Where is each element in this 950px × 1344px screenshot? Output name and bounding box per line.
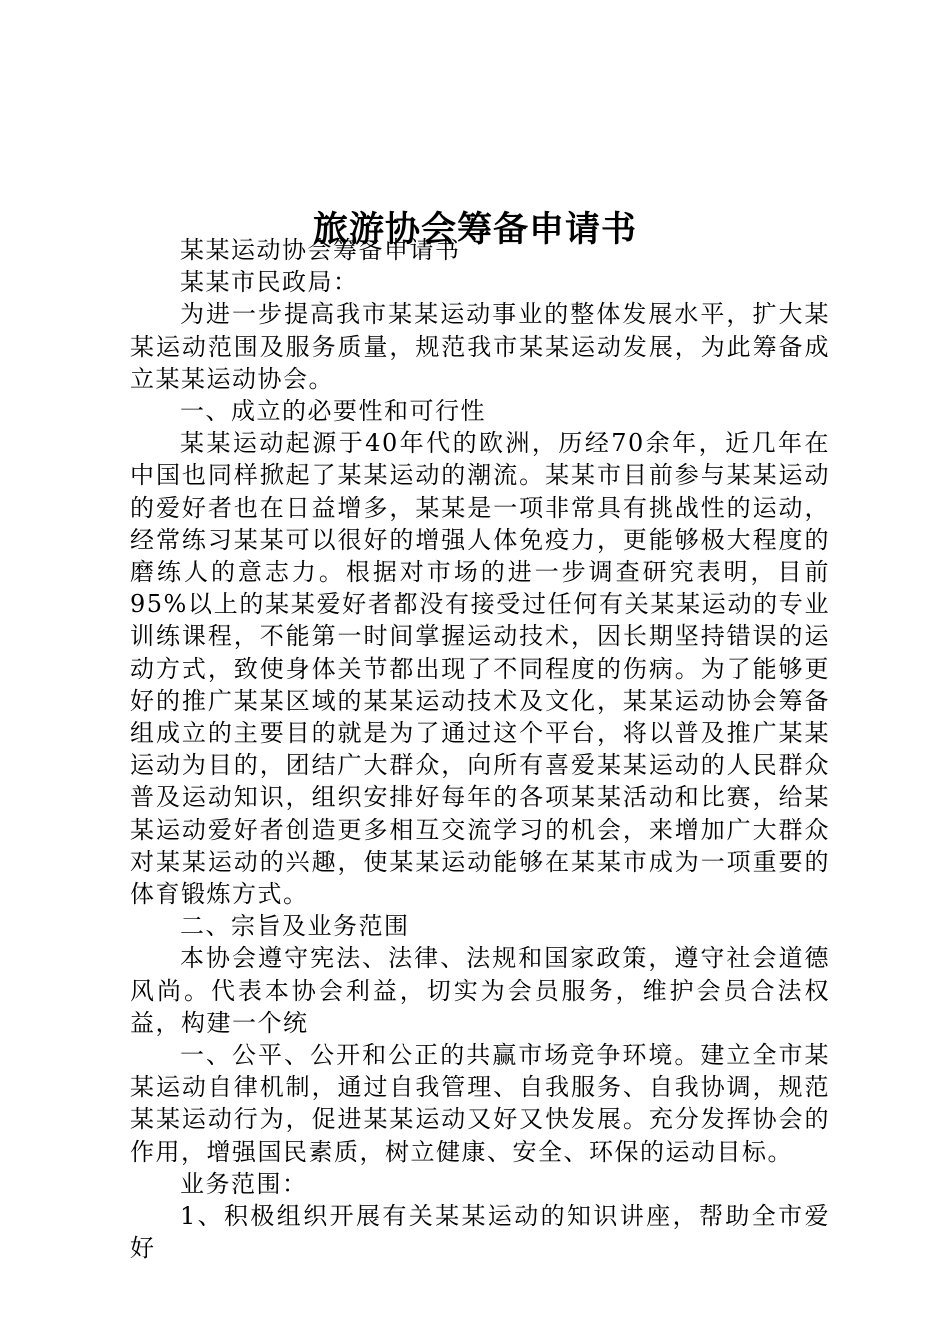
body-paragraph-purpose-cont: 一、公平、公开和公正的共赢市场竞争环境。建立全市某某运动自律机制，通过自我管理、自我服务、自我协调，规范某某运动行为，促进某某运动又好又快发展。充分发挥协会的作用，增强国民素质，树立健康、安全、环保的运动目标。 [130,1041,830,1166]
body-paragraph-scope-label: 业务范围： [180,1169,308,1198]
section-heading-1: 一、成立的必要性和可行性 [180,397,486,426]
document-title: 旅游协会筹备申请书 [312,209,637,251]
body-paragraph-heading: 某某运动协会筹备申请书 [180,236,461,264]
body-paragraph-intro: 为进一步提高我市某某运动事业的整体发展水平，扩大某某运动范围及服务质量，规范我市某某运动发展，为此筹备成立某某运动协会。 [130,300,830,393]
document-body [130,234,830,1265]
body-paragraph-scope-item-1: 1、积极组织开展有关某某运动的知识讲座，帮助全市爱好 [130,1202,830,1263]
body-paragraph-background: 某某运动起源于40年代的欧洲，历经70余年，近几年在中国也同样掀起了某某运动的潮流。某某市目前参与某某运动的爱好者也在日益增多，某某是一项非常具有挑战性的运动，经常练习某某可以很好的增强人体免疫力，更能够极大程度的磨练人的意志力。根据对市场的进一步调查研究表明，目前95%以上的某某爱好者都没有接受过任何有关某某运动的专业训练课程，不能第一时间掌握运动技术，因长期坚持错误的运动方式，致使身体关节都出现了不同程度的伤病。为了能够更好的推广某某区域的某某运动技术及文化，某某运动协会筹备组成立的主要目的就是为了通过这个平台，将以普及推广某某运动为目的，团结广大群众，向所有喜爱某某运动的人民群众普及运动知识，组织安排好每年的各项某某活动和比赛，给某某运动爱好者创造更多相互交流学习的机会，来增加广大群众对某某运动的兴趣，使某某运动能够在某某市成为一项重要的体育锻炼方式。 [130,429,830,909]
body-paragraph-salutation: 某某市民政局： [180,268,359,297]
section-heading-2: 二、宗旨及业务范围 [180,912,410,941]
body-paragraph-purpose: 本协会遵守宪法、法律、法规和国家政策，遵守社会道德风尚。代表本协会利益，切实为会员服务，维护会员合法权益，构建一个统 [130,944,830,1037]
